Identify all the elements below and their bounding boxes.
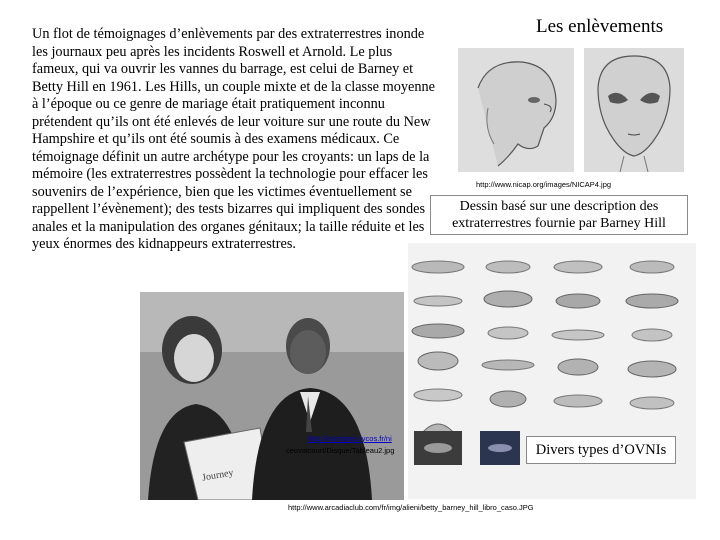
slide-title: Les enlèvements	[536, 16, 664, 37]
book-title: Journey	[201, 467, 235, 484]
body-paragraph: Un flot de témoignages d’enlèvements par des extraterrestres inonde les journaux peu après les incidents Roswell et Arnold. Le plus fameux, qui va ouvrir les vannes du barrage, est celui de Barney et Betty Hill en 1961. Les Hills, un couple mixte et de la classe moyenne à l’époque ou ce genre de mariage était pratiquement inconnu prétendent qu’ils ont été enlevés de leur voiture sur une route du New Hampshire et qu’ils ont été soumis à des examens médicaux. Ce témoignage définit un autre archétype pour les croyants: un laps de la mémoire (les extraterrestres possèdent la technologie pour effacer les souvenirs de l’expérience, bien que les victimes éventuellement se rappellent l’évènement); des tests bizarres qui impliquent des sondes anales et la manipulation des organes génitaux; la taille réduite et les yeux énormes des kidnappeurs extraterrestres.	[32, 26, 436, 252]
photo-source-url-2[interactable]: ceovalcourt/Disque/Tableau2.jpg	[286, 446, 395, 455]
drawing-caption: Dessin basé sur une description des extraterrestres fournie par Barney Hill	[430, 195, 688, 235]
bottom-source-url[interactable]: http://www.arcadiaclub.com/fr/img/alieni/betty_barney_hill_libro_caso.JPG	[288, 503, 534, 512]
ufo-caption: Divers types d’OVNIs	[526, 436, 676, 464]
drawing-source-url[interactable]: http://www.nicap.org/images/NICAP4.jpg	[476, 180, 612, 189]
photo-source-url-1[interactable]: http://membres.lycos.fr/ni	[308, 434, 392, 443]
alien-profile-drawing	[458, 48, 574, 172]
hill-couple-photo	[140, 292, 404, 500]
alien-front-drawing	[584, 48, 684, 172]
